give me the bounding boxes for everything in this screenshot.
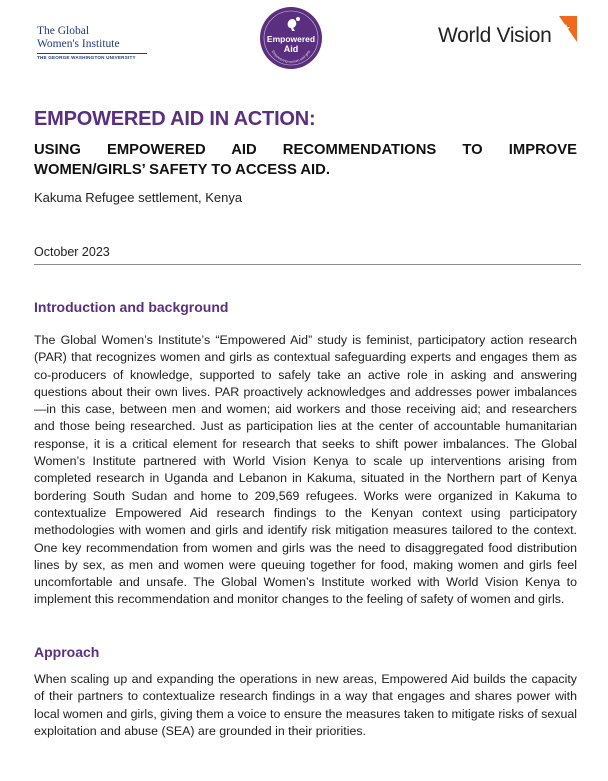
empowered-aid-logo xyxy=(259,6,323,75)
document-location: Kakuma Refugee settlement, Kenya xyxy=(34,190,243,205)
gwi-logo-rule xyxy=(37,53,147,54)
gwi-logo-line2: Women's Institute xyxy=(37,38,120,50)
section-heading-approach: Approach xyxy=(34,644,100,660)
section-body-approach: When scaling up and expanding the operations in new areas, Empowered Aid builds the capacity of their partners to contextualize research findings in a way that engages and shares power with local women and girls, giving them a voice to ensure the measures taken to mitigate risks of sexual exploitation and abuse (SEA) are grounded in their priorities. xyxy=(34,672,577,738)
document-subtitle: USING EMPOWERED AID RECOMMENDATIONS TO IMPROVE WOMEN/GIRLS’ SAFETY TO ACCESS AID. xyxy=(34,142,577,178)
world-vision-logo-name: World Vision xyxy=(438,24,552,47)
empowered-aid-ring-text: Empowering women and girls xyxy=(270,49,312,64)
gwi-logo-line1: The Global xyxy=(37,25,90,37)
empowered-aid-logo-line2: Aid xyxy=(283,44,299,54)
section-heading-introduction: Introduction and background xyxy=(34,299,229,315)
page-header xyxy=(0,0,608,80)
empowered-aid-logo-icon xyxy=(259,6,323,70)
empowered-aid-logo-line1: Empowered xyxy=(266,34,316,44)
gwi-logo xyxy=(37,25,149,60)
gwi-logo-subline: THE GEORGE WASHINGTON UNIVERSITY xyxy=(37,55,136,60)
header-divider xyxy=(34,264,581,265)
document-date: October 2023 xyxy=(34,245,110,259)
world-vision-logo xyxy=(438,24,579,48)
document-title: EMPOWERED AID IN ACTION: xyxy=(34,108,316,130)
section-body-introduction: The Global Women’s Institute’s “Empowered Aid” study is feminist, participatory action research (PAR) that recognizes women and girls as contextual safeguarding experts and engages them as co-producers of knowledge, supported to safely take an active role in asking and answering questions about their own lives. PAR proactively acknowledges and addresses power imbalances—in this case, between men and women; aid workers and those receiving aid; and researchers and those being researched. Just as participation lies at the center of accountable humanitarian response, it is a critical element for research that seeks to shift power imbalances. The Global Women’s Institute partnered with World Vision Kenya to scale up interventions arising from completed research in Uganda and Lebanon in Kakuma, situated in the Northern part of Kenya bordering South Sudan and home to 209,569 refugees. Works were organized in Kakuma to contextualize Empowered Aid research findings to the Kenyan context using participatory methodologies with women and girls and identify risk mitigation measures tailored to the context. One key recommendation from women and girls was the need to disaggregated food distribution lines by sex, as men and women were queuing together for food, making women and girls feel uncomfortable and unsafe. The Global Women’s Institute worked with World Vision Kenya to implement this recommendation and monitor changes to the feeling of safety of women and girls. xyxy=(34,333,577,607)
world-vision-star-icon xyxy=(553,14,579,44)
